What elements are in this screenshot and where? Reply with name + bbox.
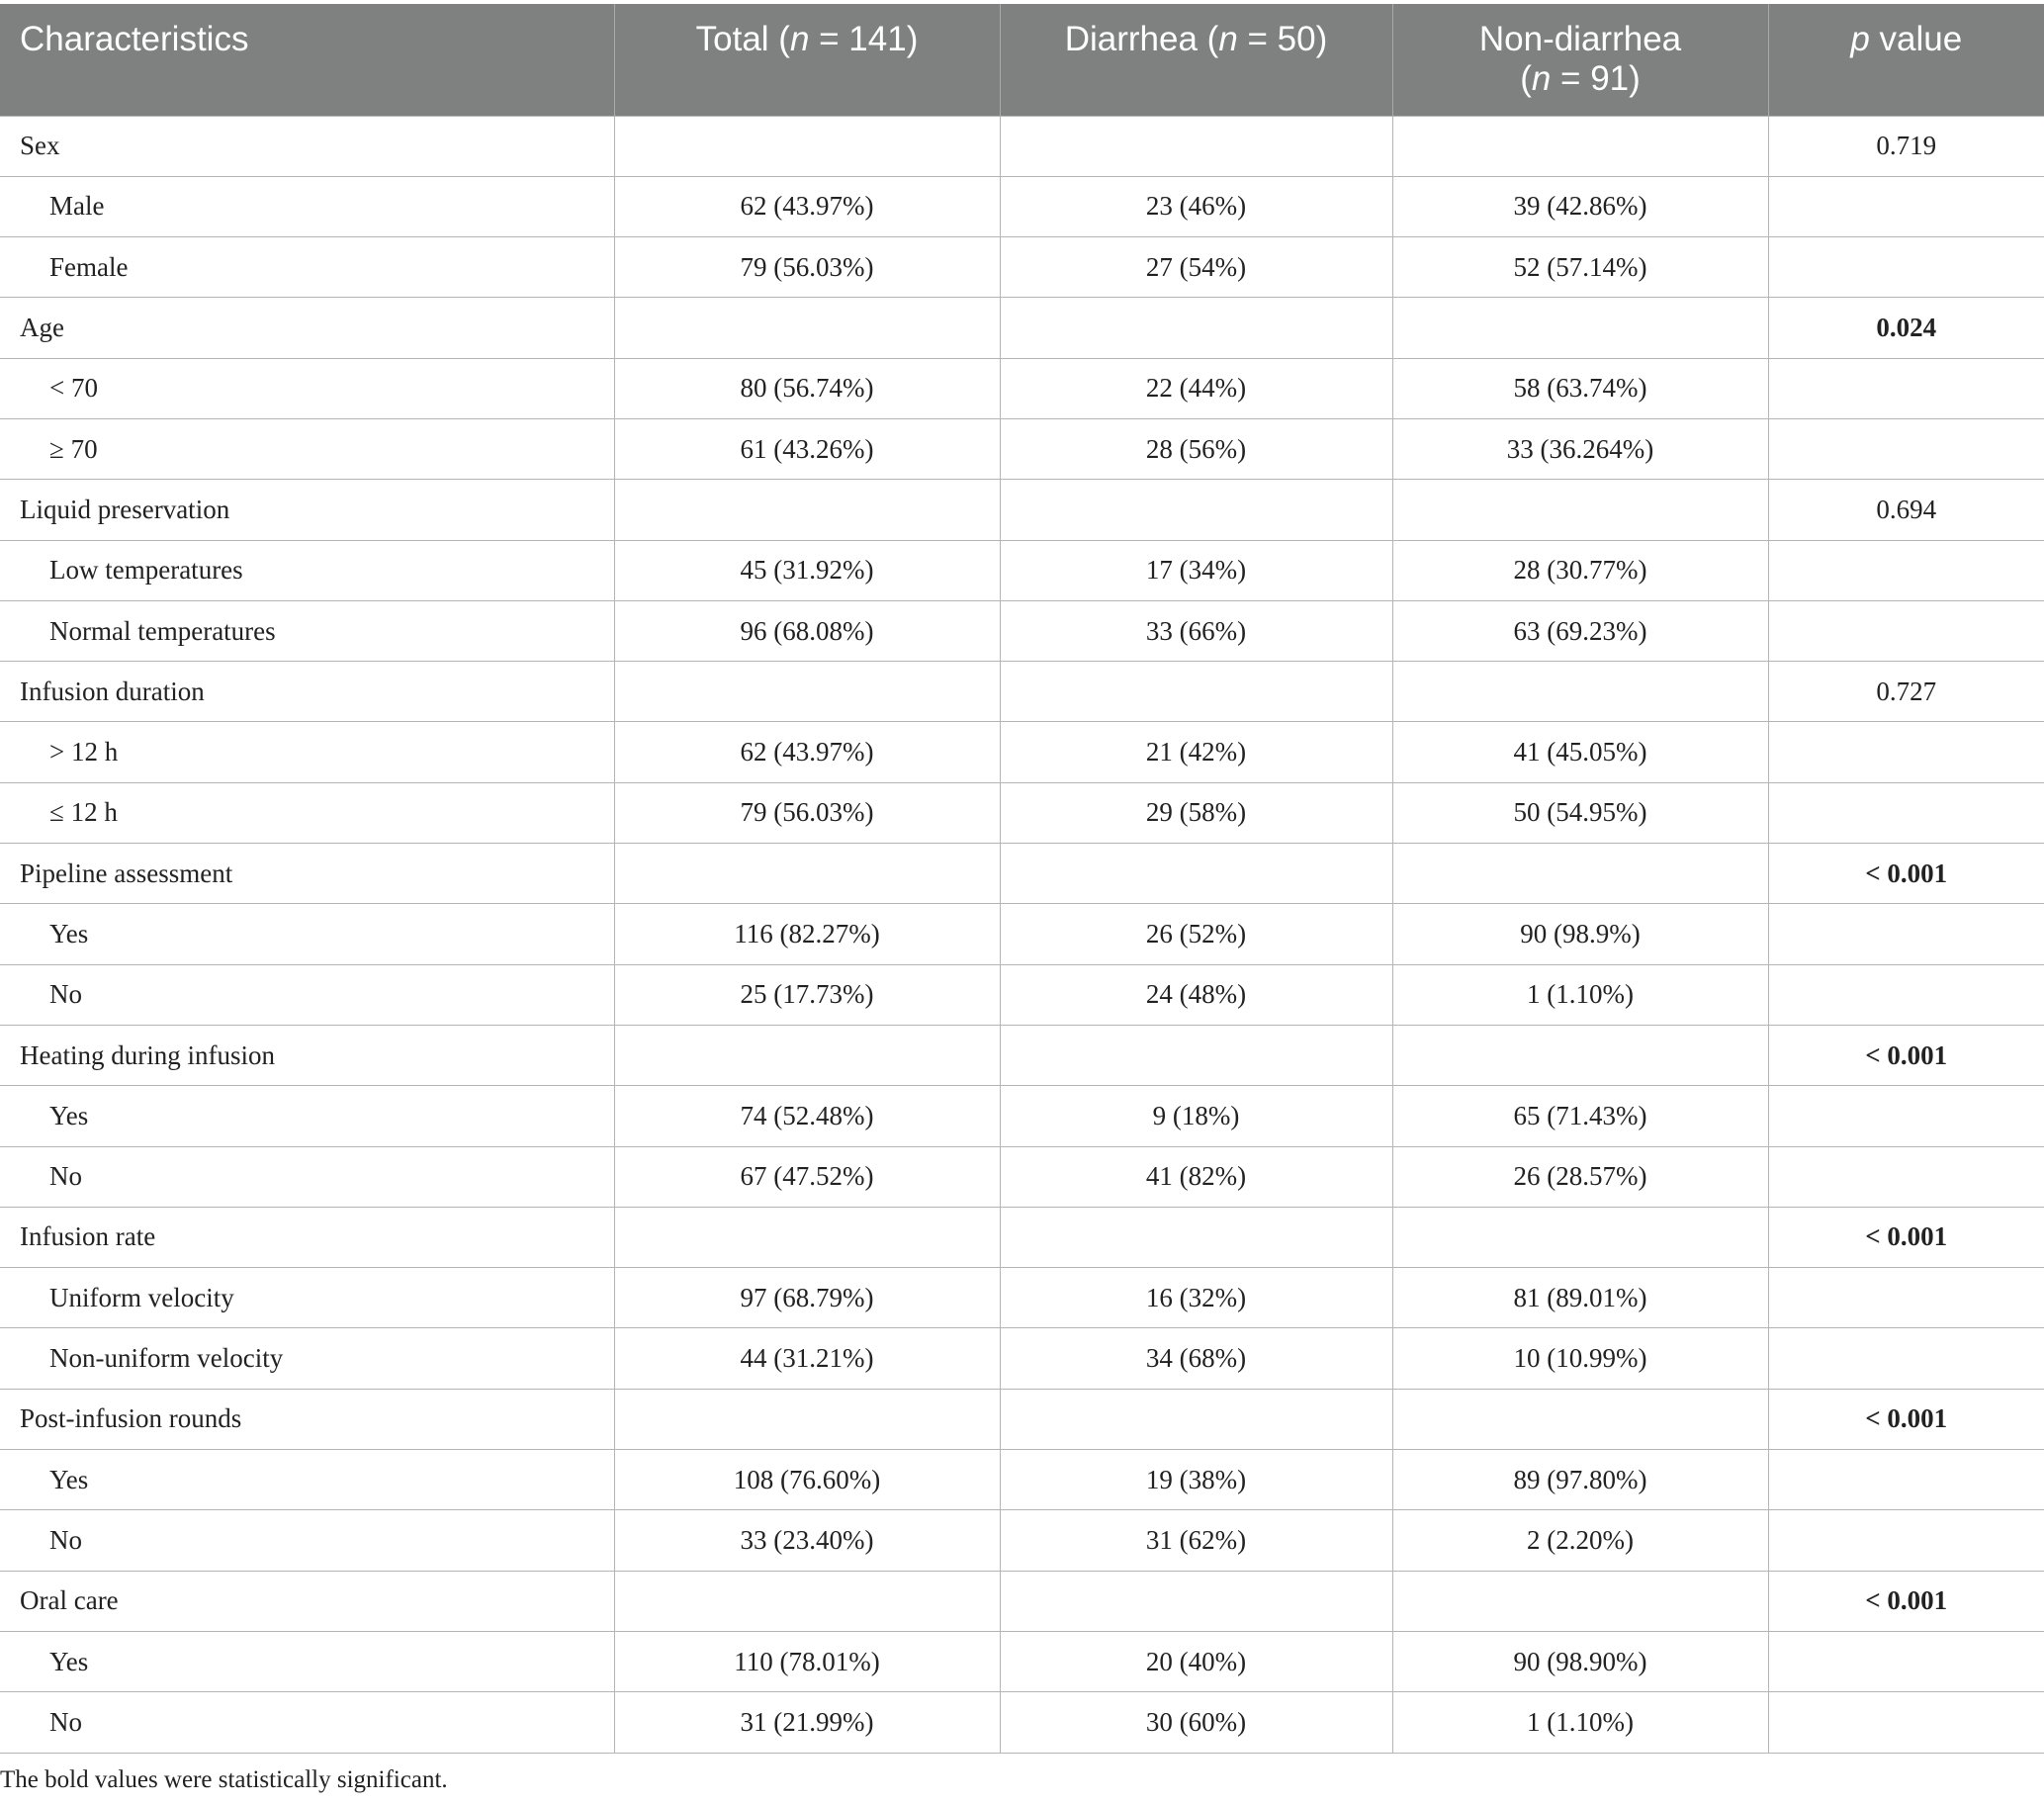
table-header xyxy=(0,4,2044,116)
total-cell: 108 (76.60%) xyxy=(614,1450,1000,1510)
characteristic-cell: > 12 h xyxy=(0,722,614,782)
diarrhea-cell: 19 (38%) xyxy=(1000,1450,1392,1510)
non-diarrhea-cell: 90 (98.9%) xyxy=(1392,904,1768,964)
p-value-cell: < 0.001 xyxy=(1768,1571,2044,1631)
non-diarrhea-cell: 81 (89.01%) xyxy=(1392,1268,1768,1328)
p-value-cell xyxy=(1768,1086,2044,1146)
non-diarrhea-cell xyxy=(1392,298,1768,358)
p-value-cell xyxy=(1768,1631,2044,1691)
non-diarrhea-cell xyxy=(1392,662,1768,722)
p-value-cell xyxy=(1768,176,2044,236)
header-characteristics: Characteristics xyxy=(0,4,614,116)
table-row xyxy=(0,1631,2044,1691)
table-category-row xyxy=(0,480,2044,540)
diarrhea-cell xyxy=(1000,480,1392,540)
characteristic-cell: Sex xyxy=(0,116,614,176)
diarrhea-cell xyxy=(1000,1025,1392,1085)
non-diarrhea-cell: 1 (1.10%) xyxy=(1392,964,1768,1025)
non-diarrhea-cell: 2 (2.20%) xyxy=(1392,1510,1768,1571)
table-row xyxy=(0,176,2044,236)
non-diarrhea-cell xyxy=(1392,116,1768,176)
p-value-cell: < 0.001 xyxy=(1768,1025,2044,1085)
table-row xyxy=(0,418,2044,479)
characteristic-cell: Heating during infusion xyxy=(0,1025,614,1085)
p-value-cell xyxy=(1768,358,2044,418)
table-category-row xyxy=(0,1025,2044,1085)
characteristic-cell: Yes xyxy=(0,1631,614,1691)
non-diarrhea-cell xyxy=(1392,844,1768,904)
p-value-cell xyxy=(1768,1692,2044,1753)
non-diarrhea-cell xyxy=(1392,1025,1768,1085)
p-value-cell xyxy=(1768,964,2044,1025)
total-cell: 79 (56.03%) xyxy=(614,237,1000,298)
characteristic-cell: Yes xyxy=(0,1086,614,1146)
table-category-row xyxy=(0,298,2044,358)
characteristic-cell: Yes xyxy=(0,904,614,964)
characteristic-cell: < 70 xyxy=(0,358,614,418)
total-cell: 110 (78.01%) xyxy=(614,1631,1000,1691)
table-row xyxy=(0,722,2044,782)
non-diarrhea-cell: 28 (30.77%) xyxy=(1392,540,1768,600)
characteristic-cell: Age xyxy=(0,298,614,358)
diarrhea-cell: 30 (60%) xyxy=(1000,1692,1392,1753)
non-diarrhea-cell xyxy=(1392,480,1768,540)
table-category-row xyxy=(0,1571,2044,1631)
non-diarrhea-cell: 41 (45.05%) xyxy=(1392,722,1768,782)
p-value-cell xyxy=(1768,1510,2044,1571)
total-cell: 62 (43.97%) xyxy=(614,722,1000,782)
p-value-cell xyxy=(1768,722,2044,782)
characteristic-cell: Post-infusion rounds xyxy=(0,1389,614,1449)
header-diarrhea: Diarrhea (n = 50) xyxy=(1000,4,1392,116)
non-diarrhea-cell: 26 (28.57%) xyxy=(1392,1146,1768,1207)
non-diarrhea-cell: 89 (97.80%) xyxy=(1392,1450,1768,1510)
p-value-cell: 0.694 xyxy=(1768,480,2044,540)
table-footnote: The bold values were statistically significant. xyxy=(0,1766,448,1793)
diarrhea-cell: 23 (46%) xyxy=(1000,176,1392,236)
characteristic-cell: No xyxy=(0,1510,614,1571)
characteristic-cell: Low temperatures xyxy=(0,540,614,600)
table-row xyxy=(0,1450,2044,1510)
table-row xyxy=(0,904,2044,964)
diarrhea-cell: 26 (52%) xyxy=(1000,904,1392,964)
non-diarrhea-cell: 1 (1.10%) xyxy=(1392,1692,1768,1753)
total-cell: 44 (31.21%) xyxy=(614,1328,1000,1389)
total-cell: 33 (23.40%) xyxy=(614,1510,1000,1571)
diarrhea-cell: 29 (58%) xyxy=(1000,782,1392,843)
total-cell: 62 (43.97%) xyxy=(614,176,1000,236)
table-row xyxy=(0,782,2044,843)
table-row xyxy=(0,1692,2044,1753)
p-value-cell xyxy=(1768,1268,2044,1328)
diarrhea-cell: 24 (48%) xyxy=(1000,964,1392,1025)
diarrhea-cell xyxy=(1000,844,1392,904)
p-value-cell: < 0.001 xyxy=(1768,844,2044,904)
diarrhea-cell: 41 (82%) xyxy=(1000,1146,1392,1207)
total-cell: 67 (47.52%) xyxy=(614,1146,1000,1207)
total-cell: 97 (68.79%) xyxy=(614,1268,1000,1328)
diarrhea-cell xyxy=(1000,1571,1392,1631)
total-cell xyxy=(614,1389,1000,1449)
diarrhea-cell: 22 (44%) xyxy=(1000,358,1392,418)
table-row xyxy=(0,1146,2044,1207)
non-diarrhea-cell: 90 (98.90%) xyxy=(1392,1631,1768,1691)
total-cell xyxy=(614,1025,1000,1085)
characteristic-cell: Normal temperatures xyxy=(0,600,614,661)
p-value-cell: < 0.001 xyxy=(1768,1389,2044,1449)
header-non-diarrhea: Non-diarrhea (n = 91) xyxy=(1392,4,1768,116)
characteristic-cell: Male xyxy=(0,176,614,236)
p-value-cell xyxy=(1768,1146,2044,1207)
diarrhea-cell: 17 (34%) xyxy=(1000,540,1392,600)
non-diarrhea-cell xyxy=(1392,1571,1768,1631)
non-diarrhea-cell: 58 (63.74%) xyxy=(1392,358,1768,418)
table-row xyxy=(0,358,2044,418)
p-value-cell xyxy=(1768,1450,2044,1510)
header-p-value: p value xyxy=(1768,4,2044,116)
p-value-cell xyxy=(1768,782,2044,843)
table-category-row xyxy=(0,1389,2044,1449)
total-cell xyxy=(614,116,1000,176)
characteristic-cell: No xyxy=(0,964,614,1025)
characteristics-table xyxy=(0,4,2044,1754)
p-value-cell xyxy=(1768,418,2044,479)
diarrhea-cell xyxy=(1000,116,1392,176)
characteristic-cell: Pipeline assessment xyxy=(0,844,614,904)
characteristic-cell: Non-uniform velocity xyxy=(0,1328,614,1389)
p-value-cell xyxy=(1768,904,2044,964)
header-row xyxy=(0,4,2044,116)
non-diarrhea-cell: 33 (36.264%) xyxy=(1392,418,1768,479)
characteristic-cell: Oral care xyxy=(0,1571,614,1631)
diarrhea-cell: 16 (32%) xyxy=(1000,1268,1392,1328)
non-diarrhea-cell: 10 (10.99%) xyxy=(1392,1328,1768,1389)
table-row xyxy=(0,964,2044,1025)
non-diarrhea-cell xyxy=(1392,1207,1768,1267)
non-diarrhea-cell: 50 (54.95%) xyxy=(1392,782,1768,843)
characteristic-cell: Infusion rate xyxy=(0,1207,614,1267)
diarrhea-cell: 27 (54%) xyxy=(1000,237,1392,298)
diarrhea-cell: 34 (68%) xyxy=(1000,1328,1392,1389)
table-body xyxy=(0,116,2044,1753)
characteristic-cell: No xyxy=(0,1692,614,1753)
table-row xyxy=(0,1268,2044,1328)
diarrhea-cell: 31 (62%) xyxy=(1000,1510,1392,1571)
diarrhea-cell: 20 (40%) xyxy=(1000,1631,1392,1691)
p-value-cell: < 0.001 xyxy=(1768,1207,2044,1267)
table-category-row xyxy=(0,116,2044,176)
non-diarrhea-cell: 39 (42.86%) xyxy=(1392,176,1768,236)
total-cell: 45 (31.92%) xyxy=(614,540,1000,600)
characteristic-cell: Infusion duration xyxy=(0,662,614,722)
diarrhea-cell: 9 (18%) xyxy=(1000,1086,1392,1146)
characteristic-cell: Yes xyxy=(0,1450,614,1510)
characteristic-cell: ≥ 70 xyxy=(0,418,614,479)
total-cell: 96 (68.08%) xyxy=(614,600,1000,661)
diarrhea-cell xyxy=(1000,298,1392,358)
table-row xyxy=(0,600,2044,661)
total-cell xyxy=(614,844,1000,904)
diarrhea-cell xyxy=(1000,1389,1392,1449)
non-diarrhea-cell xyxy=(1392,1389,1768,1449)
diarrhea-cell: 21 (42%) xyxy=(1000,722,1392,782)
p-value-cell xyxy=(1768,1328,2044,1389)
table-category-row xyxy=(0,662,2044,722)
characteristics-table-container xyxy=(0,4,2044,1754)
characteristic-cell: Uniform velocity xyxy=(0,1268,614,1328)
table-row xyxy=(0,237,2044,298)
total-cell: 74 (52.48%) xyxy=(614,1086,1000,1146)
diarrhea-cell xyxy=(1000,662,1392,722)
table-category-row xyxy=(0,1207,2044,1267)
table-row xyxy=(0,1086,2044,1146)
non-diarrhea-cell: 52 (57.14%) xyxy=(1392,237,1768,298)
table-row xyxy=(0,540,2044,600)
total-cell: 25 (17.73%) xyxy=(614,964,1000,1025)
p-value-cell: 0.024 xyxy=(1768,298,2044,358)
diarrhea-cell: 33 (66%) xyxy=(1000,600,1392,661)
p-value-cell xyxy=(1768,600,2044,661)
total-cell: 61 (43.26%) xyxy=(614,418,1000,479)
characteristic-cell: Female xyxy=(0,237,614,298)
total-cell xyxy=(614,480,1000,540)
total-cell: 31 (21.99%) xyxy=(614,1692,1000,1753)
p-value-cell xyxy=(1768,540,2044,600)
p-value-cell xyxy=(1768,237,2044,298)
table-category-row xyxy=(0,844,2044,904)
header-total: Total (n = 141) xyxy=(614,4,1000,116)
total-cell xyxy=(614,662,1000,722)
table-row xyxy=(0,1328,2044,1389)
table-row xyxy=(0,1510,2044,1571)
total-cell xyxy=(614,298,1000,358)
total-cell: 79 (56.03%) xyxy=(614,782,1000,843)
total-cell xyxy=(614,1207,1000,1267)
total-cell: 116 (82.27%) xyxy=(614,904,1000,964)
characteristic-cell: No xyxy=(0,1146,614,1207)
non-diarrhea-cell: 63 (69.23%) xyxy=(1392,600,1768,661)
p-value-cell: 0.727 xyxy=(1768,662,2044,722)
diarrhea-cell: 28 (56%) xyxy=(1000,418,1392,479)
p-value-cell: 0.719 xyxy=(1768,116,2044,176)
total-cell: 80 (56.74%) xyxy=(614,358,1000,418)
characteristic-cell: Liquid preservation xyxy=(0,480,614,540)
characteristic-cell: ≤ 12 h xyxy=(0,782,614,843)
non-diarrhea-cell: 65 (71.43%) xyxy=(1392,1086,1768,1146)
diarrhea-cell xyxy=(1000,1207,1392,1267)
total-cell xyxy=(614,1571,1000,1631)
